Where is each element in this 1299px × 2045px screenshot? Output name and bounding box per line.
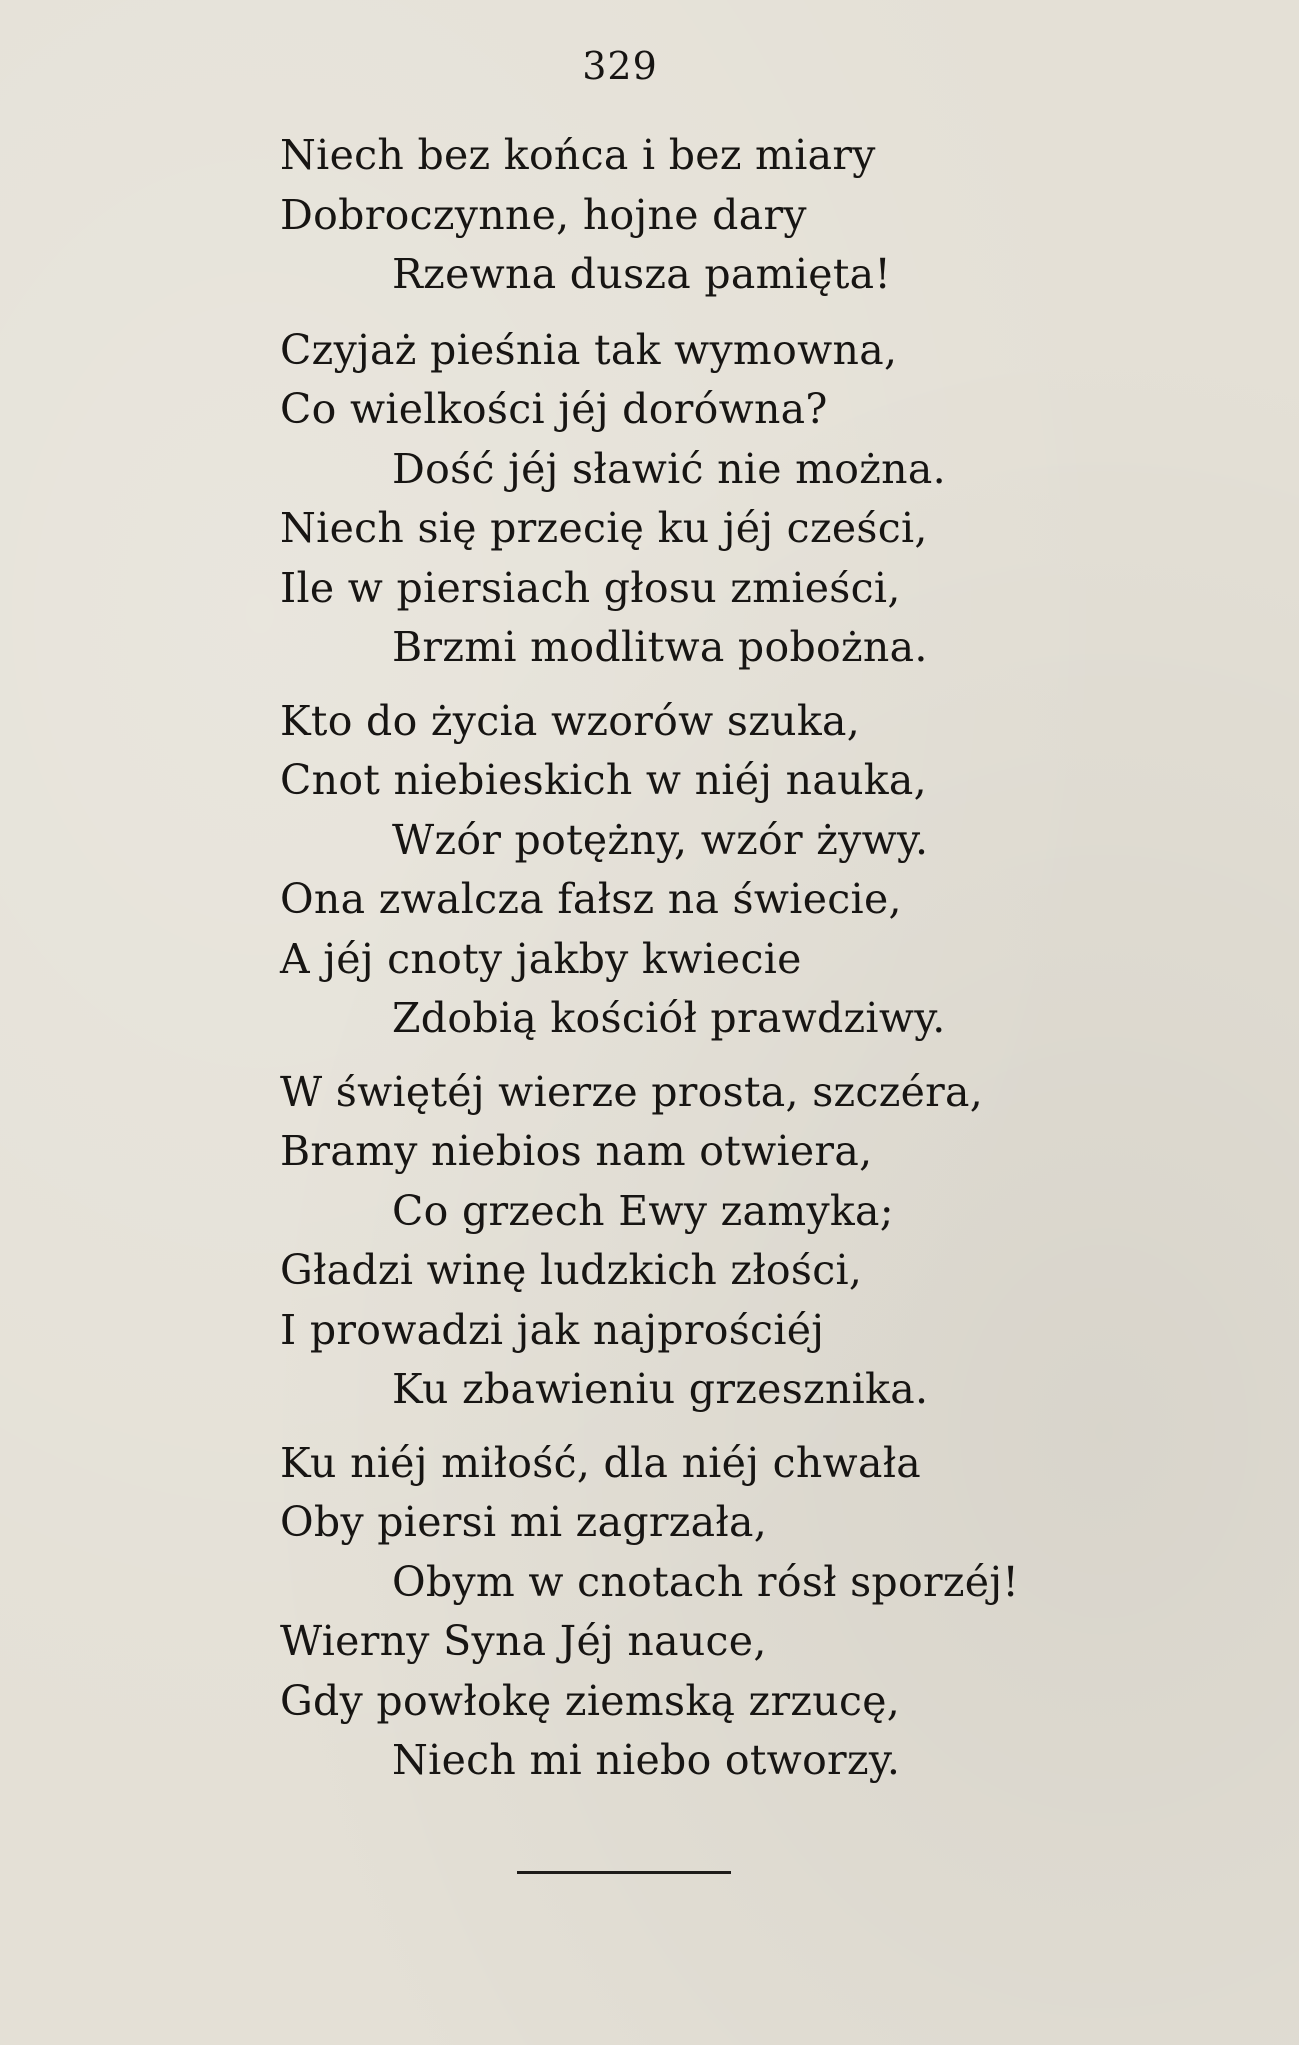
page-number: 329 (582, 44, 658, 88)
stanza-3 (280, 692, 1180, 1049)
poem-line: Ona zwalcza fałsz na świecie, (280, 875, 902, 923)
poem-line: Co grzech Ewy zamyka; (392, 1186, 894, 1235)
poem-line: A jéj cnoty jakby kwiecie (280, 934, 802, 983)
poem-line: Oby piersi mi zagrzała, (280, 1498, 768, 1546)
poem-line: Obym w cnotach rósł sporzéj! (392, 1557, 1020, 1606)
poem-line: Dobroczynne, hojne dary (280, 190, 807, 239)
poem-line: Co wielkości jéj dorówna? (280, 385, 828, 433)
poem-line: Ile w piersiach głosu zmieści, (280, 563, 901, 612)
poem (280, 126, 1180, 1791)
stanza-1 (280, 126, 1180, 305)
poem-line: Niech mi niebo otworzy. (392, 1736, 901, 1784)
poem-line: Zdobią kościół prawdziwy. (392, 994, 946, 1042)
closing-rule (517, 1871, 731, 1874)
stanza-2 (280, 321, 1180, 678)
poem-line: Bramy niebios nam otwiera, (280, 1127, 873, 1175)
poem-line: Gładzi winę ludzkich złości, (280, 1246, 863, 1294)
poem-line: W świętéj wierze prosta, szczéra, (280, 1067, 984, 1116)
poem-line: Niech się przecię ku jéj cześci, (280, 504, 928, 552)
poem-line: Ku zbawieniu grzesznika. (392, 1365, 929, 1413)
poem-line: Wierny Syna Jéj nauce, (280, 1617, 767, 1665)
poem-line: Gdy powłokę ziemską zrzucę, (280, 1676, 901, 1725)
poem-line: Rzewna dusza pamięta! (392, 250, 892, 298)
stanza-4 (280, 1063, 1180, 1420)
poem-line: I prowadzi jak najprościéj (280, 1305, 825, 1354)
poem-line: Dość jéj sławić nie można. (392, 444, 946, 493)
poem-line: Ku niéj miłość, dla niéj chwała (280, 1438, 922, 1487)
stanza-5 (280, 1434, 1180, 1791)
poem-line: Wzór potężny, wzór żywy. (392, 815, 929, 864)
poem-line: Czyjaż pieśnia tak wymowna, (280, 325, 898, 374)
poem-line: Brzmi modlitwa pobożna. (392, 623, 928, 671)
poem-line: Kto do życia wzorów szuka, (280, 696, 861, 745)
poem-line: Niech bez końca i bez miary (280, 131, 876, 179)
poem-line: Cnot niebieskich w niéj nauka, (280, 756, 928, 804)
